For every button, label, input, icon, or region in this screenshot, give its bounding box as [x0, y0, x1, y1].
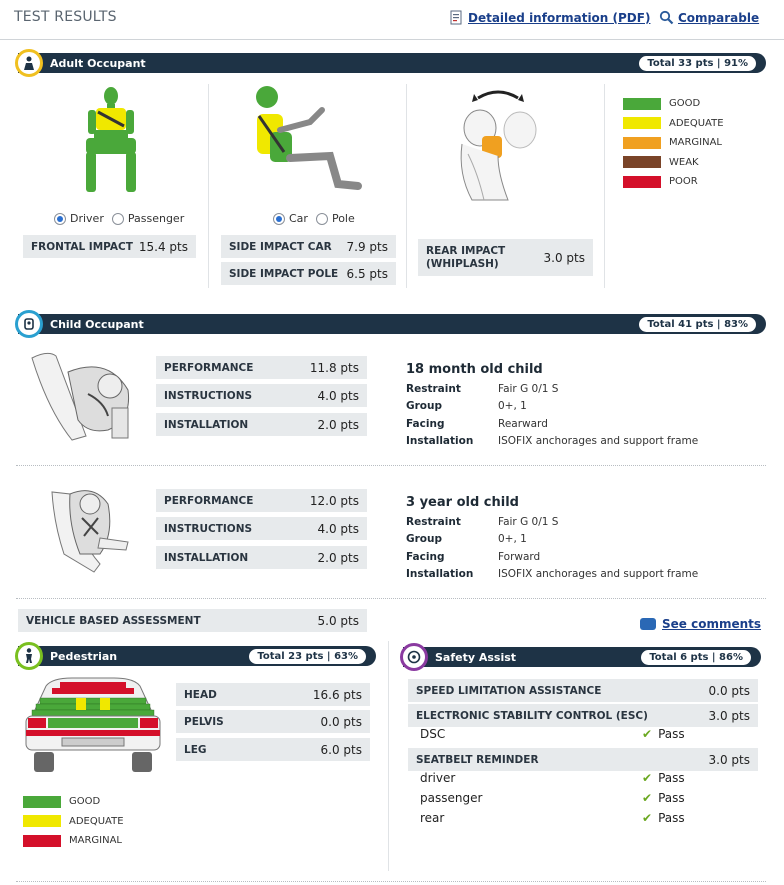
adult-occupant-bar — [18, 53, 766, 73]
passenger-radio-label: Passenger — [127, 212, 185, 225]
child2-installation-label: INSTALLATION — [164, 551, 249, 564]
child1-performance-value: 11.8 pts — [309, 360, 359, 375]
column-divider — [208, 84, 209, 288]
head-value: 16.6 pts — [312, 687, 362, 702]
search-icon — [659, 10, 674, 25]
leg-value: 6.0 pts — [320, 742, 362, 757]
pedestrian-bar — [18, 646, 376, 666]
frontal-impact-score — [23, 235, 196, 258]
pdf-link[interactable] — [450, 10, 650, 25]
detail-row: Installation ISOFIX anchorages and support frame — [406, 568, 699, 581]
dotted-divider — [16, 465, 766, 466]
car-radio[interactable] — [273, 213, 285, 225]
frontal-impact-value: 15.4 pts — [138, 239, 188, 254]
child-occupant-total: Total 41 pts | 83% — [639, 317, 756, 332]
driver-passenger-radio-group — [54, 212, 184, 225]
rear-impact-score — [418, 239, 593, 276]
detail-row: Facing Forward — [406, 550, 541, 563]
pedestrian-legend — [23, 792, 124, 851]
seatbelt-passenger-row: passenger ✔ Pass — [420, 791, 685, 805]
pdf-link-label[interactable]: Detailed information (PDF) — [468, 10, 651, 25]
child2-instructions-value: 4.0 pts — [317, 521, 359, 536]
check-icon: ✔ — [642, 727, 653, 741]
child2-heading: 3 year old child — [406, 495, 519, 510]
check-icon: ✔ — [642, 791, 653, 805]
passenger-radio[interactable] — [112, 213, 124, 225]
child2-instructions-score — [156, 517, 367, 540]
pelvis-label: PELVIS — [184, 715, 224, 728]
rear-impact-value: 3.0 pts — [543, 250, 585, 265]
pelvis-value: 0.0 pts — [320, 714, 362, 729]
car-radio-label: Car — [289, 212, 308, 225]
legend-good: GOOD — [623, 94, 724, 114]
child2-installation-score — [156, 546, 367, 569]
dotted-divider — [16, 881, 766, 882]
safety-assist-bar — [403, 647, 761, 667]
car-pole-radio-group — [273, 212, 355, 225]
pedestrian-title: Pedestrian — [50, 649, 118, 663]
whiplash-figure — [448, 84, 558, 202]
side-impact-car-score — [221, 235, 396, 258]
side-impact-car-value: 7.9 pts — [346, 239, 388, 254]
pedestrian-icon — [15, 642, 43, 670]
pedestrian-car-image — [22, 676, 164, 776]
pdf-icon — [450, 10, 464, 25]
head-score — [176, 683, 370, 706]
detail-row: Group 0+, 1 — [406, 533, 527, 546]
child2-performance-label: PERFORMANCE — [164, 494, 254, 507]
child1-details — [406, 362, 698, 450]
legend-poor: POOR — [623, 172, 724, 192]
legend-adequate: ADEQUATE — [623, 114, 724, 134]
adult-occupant-total: Total 33 pts | 91% — [639, 56, 756, 71]
child2-performance-value: 12.0 pts — [309, 493, 359, 508]
side-impact-pole-label: SIDE IMPACT POLE — [229, 267, 339, 280]
comparable-link[interactable] — [659, 10, 759, 25]
seatbelt-rear-row: rear ✔ Pass — [420, 811, 685, 825]
esc-value: 3.0 pts — [708, 708, 750, 723]
child-seat-rearward-image — [28, 350, 136, 442]
legend-marginal: MARGINAL — [23, 831, 124, 851]
child2-instructions-label: INSTRUCTIONS — [164, 522, 253, 535]
esc-label: ELECTRONIC STABILITY CONTROL (ESC) — [416, 709, 648, 722]
child1-performance-label: PERFORMANCE — [164, 361, 254, 374]
side-impact-pole-value: 6.5 pts — [346, 266, 388, 281]
child1-installation-value: 2.0 pts — [317, 417, 359, 432]
detail-row: Restraint Fair G 0/1 S — [406, 382, 559, 395]
driver-radio[interactable] — [54, 213, 66, 225]
dotted-divider — [16, 598, 766, 599]
pole-radio[interactable] — [316, 213, 328, 225]
pelvis-score — [176, 710, 370, 733]
dsc-row — [408, 724, 758, 744]
legend-marginal: MARGINAL — [623, 133, 724, 153]
child1-instructions-label: INSTRUCTIONS — [164, 389, 253, 402]
side-impact-pole-score — [221, 262, 396, 285]
child1-heading: 18 month old child — [406, 362, 543, 377]
vehicle-based-assessment-value: 5.0 pts — [317, 613, 359, 628]
leg-label: LEG — [184, 743, 207, 756]
adult-legend — [623, 94, 724, 192]
seatbelt-driver-row: driver ✔ Pass — [420, 771, 685, 785]
column-divider — [388, 641, 389, 871]
detail-row: Installation ISOFIX anchorages and support frame — [406, 435, 699, 448]
speed-limitation-score — [408, 679, 758, 702]
child-occupant-bar — [18, 314, 766, 334]
legend-weak: WEAK — [623, 153, 724, 173]
see-comments-label[interactable]: See comments — [662, 617, 762, 631]
rear-impact-label-2: (WHIPLASH) — [426, 257, 499, 270]
seatbelt-reminder-label: SEATBELT REMINDER — [416, 753, 539, 766]
child-seat-forward-image — [44, 484, 136, 576]
side-impact-car-label: SIDE IMPACT CAR — [229, 240, 332, 253]
comparable-link-label[interactable]: Comparable — [678, 10, 760, 25]
child2-performance-score — [156, 489, 367, 512]
frontal-impact-dummy — [80, 86, 142, 194]
adult-occupant-title: Adult Occupant — [50, 56, 146, 70]
header-divider — [0, 39, 784, 40]
vehicle-based-assessment-label: VEHICLE BASED ASSESSMENT — [26, 614, 201, 627]
check-icon: ✔ — [642, 771, 653, 785]
esc-subrows — [408, 724, 758, 744]
adult-occupant-icon — [15, 49, 43, 77]
safety-assist-icon — [400, 643, 428, 671]
column-divider — [604, 84, 605, 288]
check-icon: ✔ — [642, 811, 653, 825]
legend-good: GOOD — [23, 792, 124, 812]
pole-radio-label: Pole — [331, 212, 355, 225]
side-impact-dummy — [240, 86, 365, 194]
detail-row: Group 0+, 1 — [406, 400, 527, 413]
rear-impact-label-1: REAR IMPACT — [426, 244, 506, 257]
dsc-status: Pass — [658, 727, 685, 741]
page-title: TEST RESULTS — [14, 9, 117, 25]
see-comments-link[interactable] — [640, 617, 761, 631]
head-label: HEAD — [184, 688, 217, 701]
child1-installation-label: INSTALLATION — [164, 418, 249, 431]
leg-score — [176, 738, 370, 761]
child2-installation-value: 2.0 pts — [317, 550, 359, 565]
child1-performance-score — [156, 356, 367, 379]
child-occupant-title: Child Occupant — [50, 317, 144, 331]
child1-installation-score — [156, 413, 367, 436]
detail-row: Facing Rearward — [406, 417, 548, 430]
safety-assist-total: Total 6 pts | 86% — [641, 650, 751, 665]
driver-radio-label: Driver — [70, 212, 104, 225]
frontal-impact-label: FRONTAL IMPACT — [31, 240, 133, 253]
child1-instructions-value: 4.0 pts — [317, 388, 359, 403]
child-occupant-icon — [15, 310, 43, 338]
speed-limitation-value: 0.0 pts — [708, 683, 750, 698]
safety-assist-title: Safety Assist — [435, 650, 517, 664]
child2-details — [406, 495, 698, 583]
speed-limitation-label: SPEED LIMITATION ASSISTANCE — [416, 684, 602, 697]
column-divider — [406, 84, 407, 288]
detail-row: Restraint Fair G 0/1 S — [406, 515, 559, 528]
legend-adequate: ADEQUATE — [23, 812, 124, 832]
child1-instructions-score — [156, 384, 367, 407]
pedestrian-total: Total 23 pts | 63% — [249, 649, 366, 664]
comment-icon — [640, 618, 656, 630]
seatbelt-subrows — [408, 768, 758, 828]
seatbelt-reminder-value: 3.0 pts — [708, 752, 750, 767]
vehicle-based-assessment-score — [18, 609, 367, 632]
dsc-label: DSC — [420, 727, 446, 741]
